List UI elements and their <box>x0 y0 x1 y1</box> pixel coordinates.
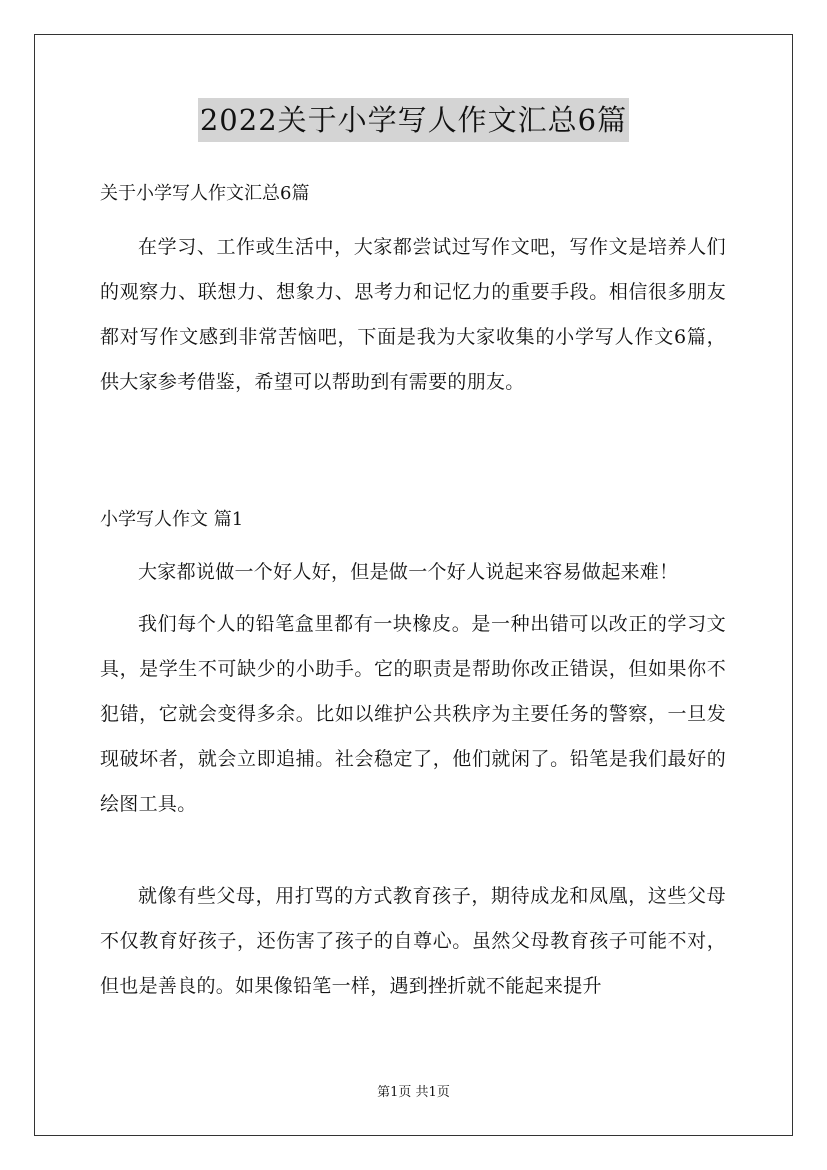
intro-paragraph: 在学习、工作或生活中，大家都尝试过写作文吧，写作文是培养人们的观察力、联想力、想象力、思考力和记忆力的重要手段。相信很多朋友都对写作文感到非常苦恼吧，下面是我为大家收集的小学写人作文6篇，供大家参考借鉴，希望可以帮助到有需要的朋友。 <box>100 236 726 393</box>
body-paragraph: 我们每个人的铅笔盒里都有一块橡皮。是一种出错可以改正的学习文具，是学生不可缺少的小助手。它的职责是帮助你改正错误，但如果你不犯错，它就会变得多余。比如以维护公共秩序为主要任务的警察，一旦发现破坏者，就会立即追捕。社会稳定了，他们就闲了。铅笔是我们最好的绘图工具。 <box>100 613 726 815</box>
document-title: 2022关于小学写人作文汇总6篇 <box>198 98 629 142</box>
section-heading: 小学写人作文 篇1 <box>100 509 244 530</box>
body-paragraph: 大家都说做一个好人好，但是做一个好人说起来容易做起来难！ <box>138 561 679 583</box>
page-footer: 第1页 共1页 <box>377 1085 450 1100</box>
body-paragraph: 就像有些父母，用打骂的方式教育孩子，期待成龙和凤凰，这些父母不仅教育好孩子，还伤害了孩子的自尊心。虽然父母教育孩子可能不对，但也是善良的。如果像铅笔一样，遇到挫折就不能起来提升 <box>100 885 726 997</box>
title-container <box>0 98 827 142</box>
document-subtitle: 关于小学写人作文汇总6篇 <box>100 183 310 204</box>
